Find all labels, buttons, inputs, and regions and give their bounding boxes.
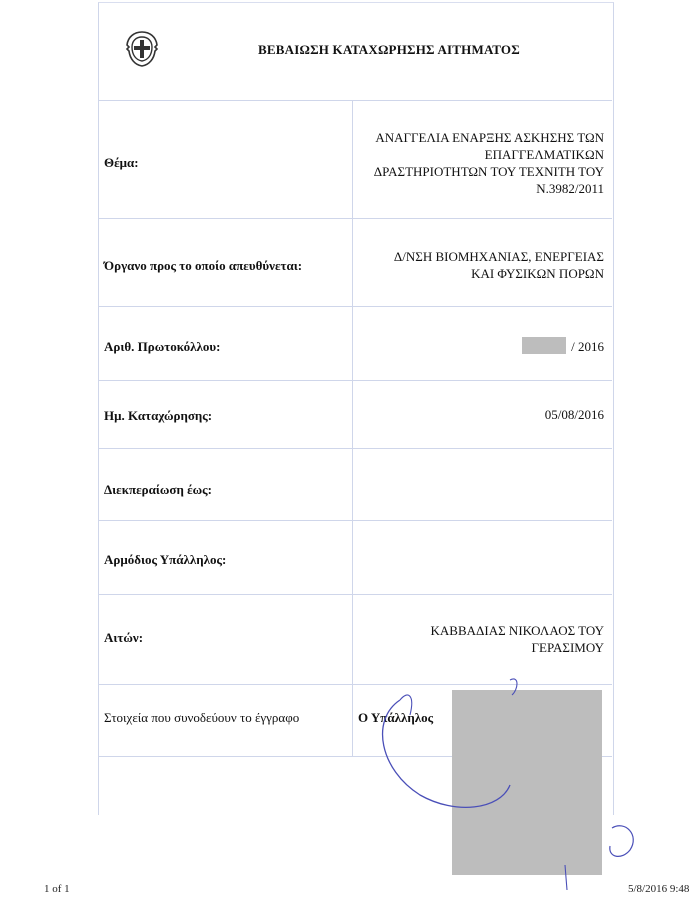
subject-value: ΑΝΑΓΓΕΛΙΑ ΕΝΑΡΞΗΣ ΑΣΚΗΣΗΣ ΤΩΝ ΕΠΑΓΓΕΛΜΑΤΙΚΩΝ ΔΡΑΣΤΗΡΙΟΤΗΤΩΝ ΤΟΥ ΤΕΧΝΙΤΗ ΤΟΥ Ν.3982/2011	[373, 130, 604, 196]
row-divider	[98, 684, 612, 685]
registration-date-value: 05/08/2016	[544, 407, 604, 422]
row-divider	[98, 594, 612, 595]
row-divider	[98, 520, 612, 521]
row-divider	[98, 380, 612, 381]
row-divider	[98, 306, 612, 307]
column-divider	[352, 100, 353, 756]
officer-label: Ο Υπάλληλος	[358, 710, 434, 725]
row-divider	[98, 100, 612, 101]
responsible-officer-label: Αρμόδιος Υπάλληλος:	[104, 552, 227, 567]
processing-deadline-label: Διεκπεραίωση έως:	[104, 482, 212, 497]
protocol-number-value: / 2016	[571, 339, 604, 354]
attachments-label: Στοιχεία που συνοδεύουν το έγγραφο	[104, 710, 300, 725]
greek-coat-of-arms-icon	[122, 29, 162, 69]
redaction-box	[452, 690, 602, 875]
recipient-authority-value: Δ/ΝΣΗ ΒΙΟΜΗΧΑΝΙΑΣ, ΕΝΕΡΓΕΙΑΣ ΚΑΙ ΦΥΣΙΚΩΝ ΠΟΡΩΝ	[393, 249, 604, 281]
redaction-box	[522, 337, 566, 354]
page-count: 1 of 1	[44, 883, 70, 895]
document-title: ΒΕΒΑΙΩΣΗ ΚΑΤΑΧΩΡΗΣΗΣ ΑΙΤΗΜΑΤΟΣ	[258, 42, 520, 57]
row-divider	[98, 448, 612, 449]
row-divider	[98, 218, 612, 219]
applicant-label: Αιτών:	[104, 630, 144, 645]
registration-date-label: Ημ. Καταχώρησης:	[104, 408, 213, 423]
recipient-authority-label: Όργανο προς το οποίο απευθύνεται:	[104, 258, 303, 273]
applicant-value: ΚΑΒΒΑΔΙΑΣ ΝΙΚΟΛΑΟΣ ΤΟΥ ΓΕΡΑΣΙΜΟΥ	[430, 623, 604, 655]
protocol-number-label: Αριθ. Πρωτοκόλλου:	[104, 339, 221, 354]
print-timestamp: 5/8/2016 9:48	[628, 883, 690, 895]
subject-label: Θέμα:	[104, 155, 139, 170]
